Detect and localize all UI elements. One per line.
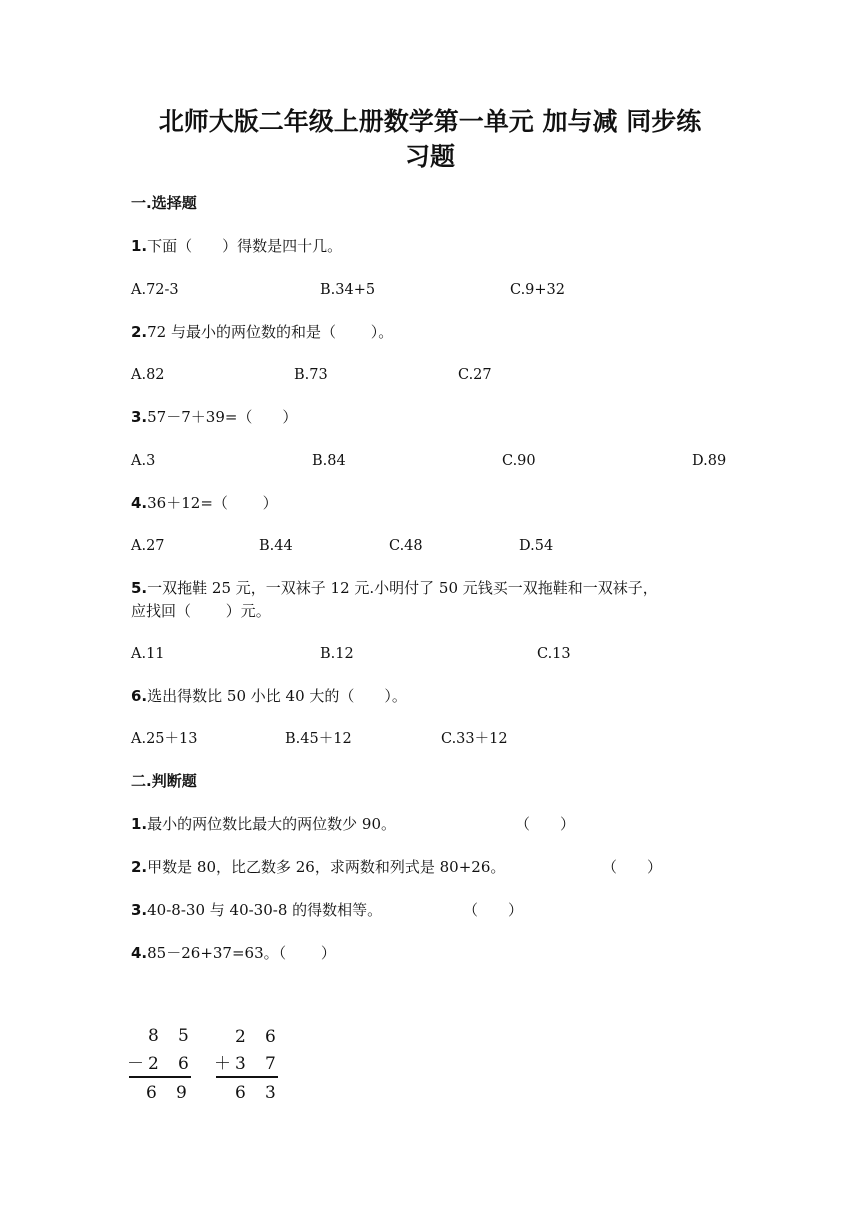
section-heading-choice: 一.选择题: [131, 194, 197, 212]
sum-line: [216, 1076, 278, 1078]
page-title: 北师大版二年级上册数学第一单元 加与减 同步练: [158, 107, 702, 136]
option-b: B.12: [320, 646, 354, 662]
option-c: C.33＋12: [441, 731, 508, 747]
section-heading-judgment: 二.判断题: [131, 772, 197, 790]
answer-blank: （ ）: [463, 901, 524, 919]
question-5-continued: 应找回（ ）元。: [131, 602, 271, 620]
plus-sign: ＋: [214, 1054, 231, 1074]
digit: 6: [146, 1083, 157, 1103]
digit: 6: [178, 1054, 189, 1074]
option-d: D.54: [519, 538, 554, 554]
option-b: B.45＋12: [285, 731, 352, 747]
judgment-1: 1.最小的两位数比最大的两位数少 90。: [131, 815, 396, 833]
digit: 2: [235, 1027, 246, 1047]
option-b: B.84: [312, 453, 346, 469]
question-1: 1.下面（ ）得数是四十几。: [131, 237, 343, 255]
question-5: 5.一双拖鞋 25 元，一双袜子 12 元.小明付了 50 元钱买一双拖鞋和一双袜子，: [131, 579, 658, 597]
digit: 6: [235, 1083, 246, 1103]
option-a: A.11: [131, 646, 165, 662]
judgment-4: 4.85－26+37=63。（ ）: [131, 944, 336, 962]
option-c: C.9+32: [510, 282, 566, 298]
option-a: A.82: [131, 367, 165, 383]
option-a: A.27: [131, 538, 165, 554]
answer-blank: （ ）: [515, 815, 576, 833]
question-2: 2.72 与最小的两位数的和是（ ）。: [131, 323, 394, 341]
question-4: 4.36＋12=（ ）: [131, 494, 278, 512]
option-c: C.48: [389, 538, 423, 554]
digit: 5: [178, 1026, 189, 1046]
digit: 7: [265, 1054, 276, 1074]
option-a: A.3: [131, 453, 156, 469]
page-title-continued: 习题: [404, 142, 455, 171]
judgment-2: 2.甲数是 80，比乙数多 26，求两数和列式是 80+26。: [131, 858, 506, 876]
digit: 6: [265, 1027, 276, 1047]
digit: 9: [176, 1083, 187, 1103]
option-b: B.34+5: [320, 282, 376, 298]
digit: 8: [148, 1026, 159, 1046]
sum-line: [129, 1076, 191, 1078]
option-c: C.90: [502, 453, 536, 469]
option-c: C.27: [458, 367, 492, 383]
option-d: D.89: [692, 453, 727, 469]
minus-sign: －: [127, 1054, 144, 1074]
digit: 2: [148, 1054, 159, 1074]
digit: 3: [265, 1083, 276, 1103]
judgment-3: 3.40-8-30 与 40-30-8 的得数相等。: [131, 901, 383, 919]
digit: 3: [235, 1054, 246, 1074]
option-a: A.25＋13: [131, 731, 198, 747]
option-c: C.13: [537, 646, 571, 662]
option-b: B.73: [294, 367, 328, 383]
option-b: B.44: [259, 538, 293, 554]
question-3: 3.57－7＋39=（ ）: [131, 408, 298, 426]
question-6: 6.选出得数比 50 小比 40 大的（ ）。: [131, 687, 407, 705]
option-a: A.72-3: [131, 282, 179, 298]
answer-blank: （ ）: [602, 858, 663, 876]
